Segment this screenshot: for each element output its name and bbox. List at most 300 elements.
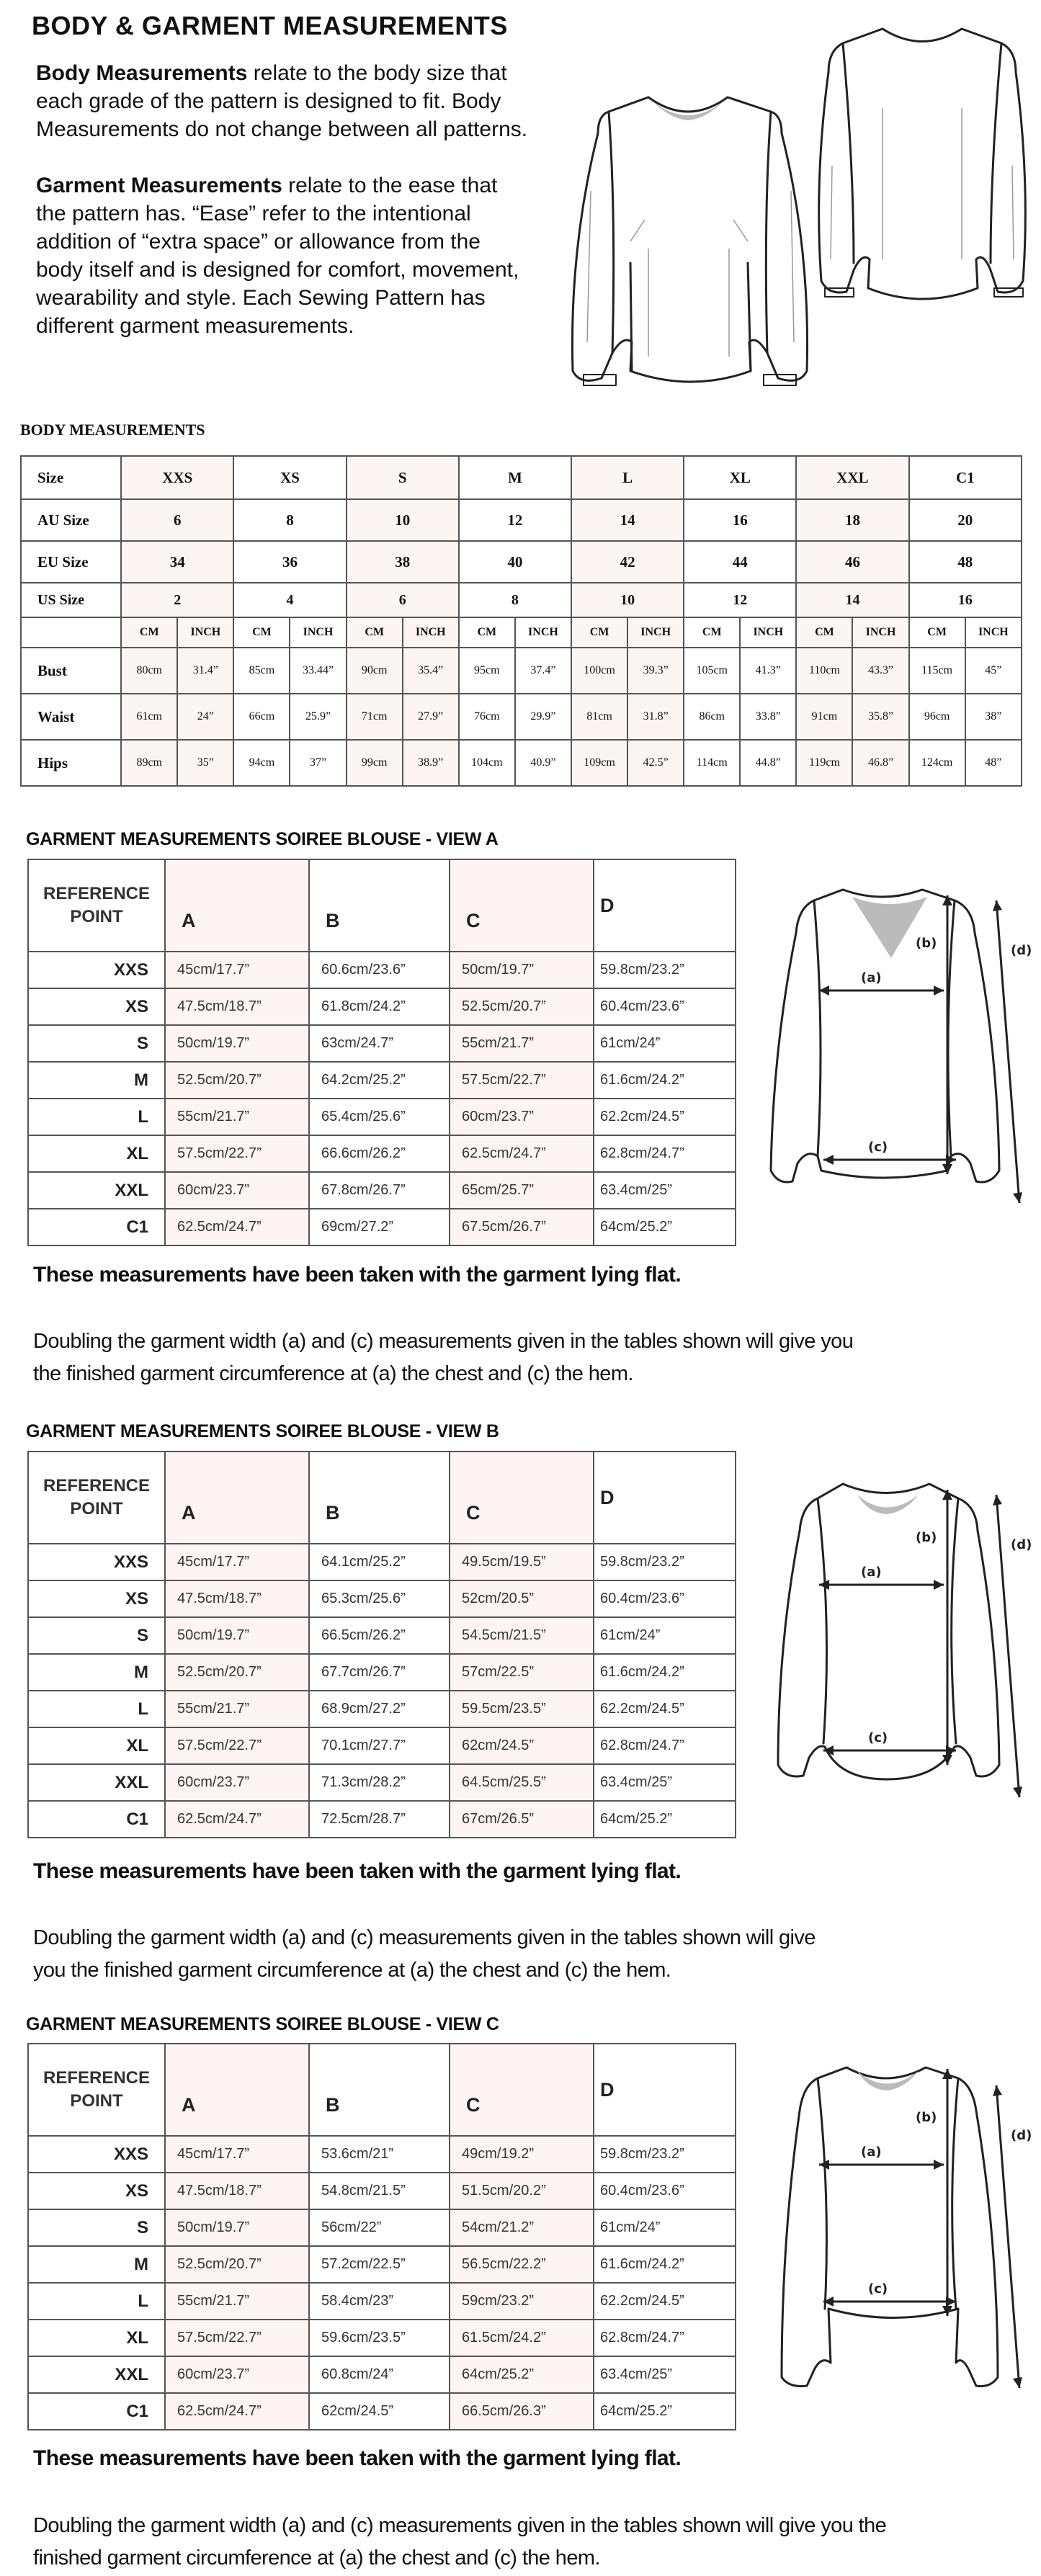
au-size-label: AU Size: [21, 499, 121, 541]
garment-measurements-text: relate to the ease that the pattern has. “Ease” refer to the intentional addition of “extra space” or allowance from the body itself and is designed for comfort, movement, wearability and style. Each Sewing Pattern has different garment measurements.: [36, 174, 519, 338]
garment-size-row: [28, 1062, 736, 1099]
measurement-cell-c: 50cm/19.7”: [450, 952, 594, 988]
size-label: XXS: [28, 1544, 165, 1580]
garment-header-row: [28, 2044, 736, 2136]
measurement-cell-d: 64cm/25.2”: [594, 2393, 736, 2430]
circumference-note-line-2: finished garment circumference at (a) the chest and (c) the hem.: [33, 2546, 600, 2570]
size-label: XL: [28, 1727, 165, 1764]
measurement-cell-b: 72.5cm/28.7”: [309, 1801, 450, 1838]
diagram-label-b: (b): [916, 2110, 937, 2125]
measurement-cell-a: 57.5cm/22.7”: [165, 1727, 309, 1764]
measurement-cell-d: 62.2cm/24.5”: [594, 1099, 736, 1135]
diagram-label-a: (a): [861, 2145, 882, 2160]
diagram-label-a: (a): [861, 970, 882, 985]
measurement-value: 38”: [965, 694, 1022, 740]
unit-inch-header: INCH: [515, 617, 571, 648]
diagram-label-b: (b): [916, 1530, 937, 1545]
body-measurements-term: Body Measurements: [36, 61, 248, 85]
flat-measurement-note: These measurements have been taken with the garment lying flat.: [33, 1263, 682, 1287]
measurement-cell-c: 57.5cm/22.7”: [450, 1062, 594, 1099]
measurement-cell-a: 47.5cm/18.7”: [165, 1580, 309, 1617]
measurement-value: 29.9”: [515, 694, 571, 740]
measurement-cell-b: 64.1cm/25.2”: [309, 1544, 450, 1580]
measurement-value: 33.44”: [290, 648, 346, 694]
measurement-cell-b: 62cm/24.5”: [309, 2393, 450, 2430]
measurement-cell-d: 62.8cm/24.7”: [594, 1727, 736, 1764]
eu-size-cell: 40: [459, 541, 571, 583]
measurement-cell-d: 63.4cm/25”: [594, 2356, 736, 2393]
unit-cm-header: CM: [233, 617, 290, 648]
diagram-label-c: (c): [868, 1730, 888, 1745]
measurement-value: 105cm: [684, 648, 740, 694]
garment-size-row: [28, 2356, 736, 2393]
measurement-cell-b: 67.7cm/26.7”: [309, 1654, 450, 1691]
size-label: XXL: [28, 1764, 165, 1801]
measurement-cell-d: 64cm/25.2”: [594, 1801, 736, 1838]
measurement-value: 86cm: [684, 694, 740, 740]
measurement-cell-d: 59.8cm/23.2”: [594, 952, 736, 988]
garment-size-row: [28, 2136, 736, 2173]
size-cell: XS: [233, 456, 346, 499]
measurement-cell-c: 64cm/25.2”: [450, 2356, 594, 2393]
size-label: XXS: [28, 952, 165, 988]
measurement-cell-b: 69cm/27.2”: [309, 1209, 450, 1245]
measurement-value: 31.8”: [627, 694, 684, 740]
au-size-cell: 10: [347, 499, 459, 541]
us-size-cell: 16: [909, 583, 1022, 617]
size-label: Size: [21, 456, 121, 499]
au-size-cell: 6: [121, 499, 233, 541]
measurement-cell-b: 66.6cm/26.2”: [309, 1135, 450, 1172]
flat-measurement-note: These measurements have been taken with the garment lying flat.: [33, 2446, 682, 2470]
us-size-cell: 6: [347, 583, 459, 617]
measurement-cell-d: 62.8cm/24.7”: [594, 1135, 736, 1172]
garment-header-row: [28, 859, 736, 952]
measurement-cell-b: 65.3cm/25.6”: [309, 1580, 450, 1617]
au-size-cell: 16: [684, 499, 796, 541]
garment-size-row: [28, 2209, 736, 2246]
size-label: C1: [28, 1209, 165, 1245]
measurement-cell-c: 67cm/26.5”: [450, 1801, 594, 1838]
measurement-cell-c: 60cm/23.7”: [450, 1099, 594, 1135]
measurement-cell-d: 62.2cm/24.5”: [594, 1691, 736, 1727]
garment-measurements-term: Garment Measurements: [36, 174, 282, 197]
us-size-cell: 4: [233, 583, 346, 617]
column-header-c: C: [450, 1452, 594, 1544]
garment-view-title: GARMENT MEASUREMENTS SOIREE BLOUSE - VIEW C: [26, 2014, 499, 2034]
measurement-value: 104cm: [459, 740, 515, 786]
measurement-cell-c: 55cm/21.7”: [450, 1025, 594, 1062]
eu-size-cell: 46: [796, 541, 908, 583]
measurement-cell-a: 60cm/23.7”: [165, 1764, 309, 1801]
measurement-value: 35.8”: [852, 694, 908, 740]
size-label: C1: [28, 2393, 165, 2430]
diagram-label-c: (c): [868, 2281, 888, 2297]
eu-size-cell: 36: [233, 541, 346, 583]
au-size-cell: 14: [571, 499, 684, 541]
garment-size-row: [28, 952, 736, 988]
body-measurements-text: relate to the body size that each grade of the pattern is designed to fit. Body Measurements do not change between all patterns.: [36, 61, 528, 141]
measurement-cell-a: 55cm/21.7”: [165, 2283, 309, 2320]
garment-size-row: [28, 1099, 736, 1135]
measurement-cell-c: 59.5cm/23.5”: [450, 1691, 594, 1727]
measurement-value: 81cm: [571, 694, 627, 740]
measurement-cell-d: 60.4cm/23.6”: [594, 988, 736, 1025]
size-cell: C1: [909, 456, 1022, 499]
garment-size-row: [28, 2393, 736, 2430]
measurement-value: 40.9”: [515, 740, 571, 786]
garment-measurements-description: [36, 171, 533, 340]
garment-size-row: [28, 1801, 736, 1838]
garment-size-row: [28, 2246, 736, 2283]
circumference-note-line-2: you the finished garment circumference at (a) the chest and (c) the hem.: [33, 1959, 671, 1982]
measurement-cell-d: 59.8cm/23.2”: [594, 1544, 736, 1580]
eu-size-cell: 34: [121, 541, 233, 583]
intro-text: [36, 59, 533, 368]
column-header-a: A: [165, 859, 309, 952]
measurement-cell-d: 62.8cm/24.7”: [594, 2320, 736, 2356]
measurement-cell-a: 45cm/17.7”: [165, 952, 309, 988]
unit-cm-header: CM: [571, 617, 627, 648]
column-header-d: D: [594, 1452, 736, 1544]
measurement-cell-a: 52.5cm/20.7”: [165, 2246, 309, 2283]
measurement-cell-c: 52.5cm/20.7”: [450, 988, 594, 1025]
column-header-b: B: [309, 859, 450, 952]
measurement-cell-c: 67.5cm/26.7”: [450, 1209, 594, 1245]
au-size-cell: 18: [796, 499, 908, 541]
measurement-value: 71cm: [347, 694, 403, 740]
measurement-value: 31.4”: [177, 648, 233, 694]
measurement-cell-b: 63cm/24.7”: [309, 1025, 450, 1062]
size-label: M: [28, 1654, 165, 1691]
column-header-b: B: [309, 1452, 450, 1544]
us-size-cell: 10: [571, 583, 684, 617]
measurement-value: 95cm: [459, 648, 515, 694]
measurement-cell-b: 56cm/22”: [309, 2209, 450, 2246]
measurement-value: 46.8”: [852, 740, 908, 786]
size-label: XXS: [28, 2136, 165, 2173]
measurement-cell-a: 57.5cm/22.7”: [165, 2320, 309, 2356]
garment-header-row: [28, 1452, 736, 1544]
column-header-a: A: [165, 2044, 309, 2136]
au-size-cell: 8: [233, 499, 346, 541]
measurement-cell-d: 60.4cm/23.6”: [594, 1580, 736, 1617]
measurement-value: 91cm: [796, 694, 852, 740]
measurement-row: [21, 694, 1022, 740]
measurement-value: 35.4”: [403, 648, 459, 694]
circumference-note-line-1: Doubling the garment width (a) and (c) measurements given in the tables shown will give you: [33, 1330, 854, 1353]
garment-size-row: [28, 1544, 736, 1580]
eu-size-row: [21, 541, 1022, 583]
measurement-value: 80cm: [121, 648, 177, 694]
column-header-b: B: [309, 2044, 450, 2136]
measurement-value: 37.4”: [515, 648, 571, 694]
garment-measurements-table: [27, 859, 736, 1246]
column-header-a: A: [165, 1452, 309, 1544]
measurement-label: Bust: [21, 648, 121, 694]
measurement-cell-a: 50cm/19.7”: [165, 1617, 309, 1654]
measurement-value: 37”: [290, 740, 346, 786]
measurement-cell-b: 61.8cm/24.2”: [309, 988, 450, 1025]
measurement-cell-c: 52cm/20.5”: [450, 1580, 594, 1617]
measurement-value: 100cm: [571, 648, 627, 694]
unit-cm-header: CM: [121, 617, 177, 648]
measurement-value: 89cm: [121, 740, 177, 786]
measurement-cell-b: 65.4cm/25.6”: [309, 1099, 450, 1135]
size-cell: XL: [684, 456, 796, 499]
measurement-value: 61cm: [121, 694, 177, 740]
measurement-value: 25.9”: [290, 694, 346, 740]
reference-point-header: REFERENCE POINT: [28, 859, 165, 952]
measurement-cell-a: 55cm/21.7”: [165, 1099, 309, 1135]
diagram-label-b: (b): [916, 936, 937, 951]
blouse-back-sketch-icon: [810, 22, 1034, 324]
measurement-cell-b: 70.1cm/27.7”: [309, 1727, 450, 1764]
measurement-row: [21, 740, 1022, 786]
reference-point-header: REFERENCE POINT: [28, 1452, 165, 1544]
unit-inch-header: INCH: [290, 617, 346, 648]
size-cell: M: [459, 456, 571, 499]
garment-size-row: [28, 1209, 736, 1245]
unit-inch-header: INCH: [740, 617, 796, 648]
measurement-value: 35”: [177, 740, 233, 786]
circumference-note: [33, 1922, 1035, 1987]
measurement-cell-a: 60cm/23.7”: [165, 1172, 309, 1209]
garment-size-row: [28, 1691, 736, 1727]
size-label: S: [28, 1617, 165, 1654]
us-size-cell: 12: [684, 583, 796, 617]
garment-view-title: GARMENT MEASUREMENTS SOIREE BLOUSE - VIEW A: [26, 829, 499, 849]
us-size-cell: 8: [459, 583, 571, 617]
size-label: XS: [28, 2173, 165, 2209]
garment-size-row: [28, 1025, 736, 1062]
measurement-cell-b: 66.5cm/26.2”: [309, 1617, 450, 1654]
measurement-cell-b: 68.9cm/27.2”: [309, 1691, 450, 1727]
column-header-d: D: [594, 859, 736, 952]
size-label: S: [28, 1025, 165, 1062]
garment-size-row: [28, 1580, 736, 1617]
measurement-cell-a: 47.5cm/18.7”: [165, 988, 309, 1025]
garment-size-row: [28, 1617, 736, 1654]
diagram-label-d: (d): [1011, 1537, 1032, 1552]
unit-inch-header: INCH: [177, 617, 233, 648]
measurement-value: 43.3”: [852, 648, 908, 694]
size-label: C1: [28, 1801, 165, 1838]
unit-row: [21, 617, 1022, 648]
au-size-cell: 20: [909, 499, 1022, 541]
us-size-row: [21, 583, 1022, 617]
us-size-cell: 14: [796, 583, 908, 617]
page-title: BODY & GARMENT MEASUREMENTS: [32, 11, 508, 40]
measurement-cell-b: 64.2cm/25.2”: [309, 1062, 450, 1099]
measurement-cell-a: 52.5cm/20.7”: [165, 1062, 309, 1099]
measurement-cell-c: 54cm/21.2”: [450, 2209, 594, 2246]
measurement-value: 44.8”: [740, 740, 796, 786]
flat-measurement-note: These measurements have been taken with the garment lying flat.: [33, 1859, 682, 1883]
size-label: L: [28, 1691, 165, 1727]
size-label: M: [28, 1062, 165, 1099]
measurement-value: 85cm: [233, 648, 290, 694]
measurement-value: 42.5”: [627, 740, 684, 786]
eu-size-label: EU Size: [21, 541, 121, 583]
measurement-value: 33.8”: [740, 694, 796, 740]
measurement-diagram-icon: [767, 868, 1037, 1214]
diagram-label-c: (c): [868, 1140, 888, 1155]
unit-cm-header: CM: [796, 617, 852, 648]
unit-cm-header: CM: [347, 617, 403, 648]
measurement-cell-d: 64cm/25.2”: [594, 1209, 736, 1245]
garment-size-row: [28, 1135, 736, 1172]
size-row: [21, 456, 1022, 499]
circumference-note-line-1: Doubling the garment width (a) and (c) measurements given in the tables shown will give: [33, 1926, 816, 1949]
column-header-c: C: [450, 859, 594, 952]
size-label: XS: [28, 988, 165, 1025]
size-label: L: [28, 1099, 165, 1135]
measurement-value: 114cm: [684, 740, 740, 786]
measurement-cell-b: 71.3cm/28.2”: [309, 1764, 450, 1801]
measurement-cell-a: 47.5cm/18.7”: [165, 2173, 309, 2209]
garment-measurements-table: [27, 1451, 736, 1838]
measurement-value: 96cm: [909, 694, 965, 740]
measurement-cell-c: 51.5cm/20.2”: [450, 2173, 594, 2209]
garment-size-row: [28, 2283, 736, 2320]
size-label: S: [28, 2209, 165, 2246]
measurement-cell-b: 54.8cm/21.5”: [309, 2173, 450, 2209]
measurement-cell-d: 62.2cm/24.5”: [594, 2283, 736, 2320]
measurement-diagram-icon: [767, 1462, 1037, 1808]
measurement-cell-a: 50cm/19.7”: [165, 2209, 309, 2246]
measurement-cell-b: 60.8cm/24”: [309, 2356, 450, 2393]
circumference-note: [33, 2510, 1035, 2575]
measurement-cell-b: 58.4cm/23”: [309, 2283, 450, 2320]
size-cell: XXS: [121, 456, 233, 499]
diagram-label-d: (d): [1011, 2128, 1032, 2143]
unit-inch-header: INCH: [403, 617, 459, 648]
measurement-value: 90cm: [347, 648, 403, 694]
eu-size-cell: 48: [909, 541, 1022, 583]
measurement-cell-d: 59.8cm/23.2”: [594, 2136, 736, 2173]
measurement-cell-d: 61.6cm/24.2”: [594, 1062, 736, 1099]
measurement-cell-b: 53.6cm/21”: [309, 2136, 450, 2173]
au-size-row: [21, 499, 1022, 541]
measurement-cell-a: 62.5cm/24.7”: [165, 1209, 309, 1245]
garment-size-row: [28, 2320, 736, 2356]
measurement-cell-c: 56.5cm/22.2”: [450, 2246, 594, 2283]
measurement-value: 66cm: [233, 694, 290, 740]
measurement-value: 109cm: [571, 740, 627, 786]
measurement-cell-a: 45cm/17.7”: [165, 1544, 309, 1580]
reference-point-header: REFERENCE POINT: [28, 2044, 165, 2136]
body-measurements-table: [20, 455, 1022, 787]
measurement-cell-d: 60.4cm/23.6”: [594, 2173, 736, 2209]
measurement-label: Waist: [21, 694, 121, 740]
measurement-cell-c: 62cm/24.5”: [450, 1727, 594, 1764]
size-label: L: [28, 2283, 165, 2320]
column-header-c: C: [450, 2044, 594, 2136]
unit-row-blank: [21, 617, 121, 648]
measurement-cell-a: 57.5cm/22.7”: [165, 1135, 309, 1172]
measurement-cell-c: 49.5cm/19.5”: [450, 1544, 594, 1580]
measurement-value: 110cm: [796, 648, 852, 694]
measurement-cell-c: 54.5cm/21.5”: [450, 1617, 594, 1654]
measurement-label: Hips: [21, 740, 121, 786]
garment-size-row: [28, 988, 736, 1025]
measurement-cell-b: 60.6cm/23.6”: [309, 952, 450, 988]
measurement-value: 45”: [965, 648, 1022, 694]
body-measurements-description: [36, 59, 533, 143]
measurement-cell-d: 61cm/24”: [594, 2209, 736, 2246]
size-label: XXL: [28, 1172, 165, 1209]
measurement-value: 115cm: [909, 648, 965, 694]
diagram-label-d: (d): [1011, 943, 1032, 958]
circumference-note: [33, 1325, 1035, 1390]
au-size-cell: 12: [459, 499, 571, 541]
measurement-cell-a: 50cm/19.7”: [165, 1025, 309, 1062]
measurement-cell-d: 63.4cm/25”: [594, 1172, 736, 1209]
measurement-cell-d: 61cm/24”: [594, 1025, 736, 1062]
size-label: XXL: [28, 2356, 165, 2393]
unit-cm-header: CM: [459, 617, 515, 648]
measurement-value: 24”: [177, 694, 233, 740]
garment-size-row: [28, 2173, 736, 2209]
measurement-row: [21, 648, 1022, 694]
measurement-cell-d: 63.4cm/25”: [594, 1764, 736, 1801]
measurement-cell-b: 59.6cm/23.5”: [309, 2320, 450, 2356]
unit-cm-header: CM: [684, 617, 740, 648]
body-measurements-title: BODY MEASUREMENTS: [20, 421, 205, 439]
measurement-cell-a: 45cm/17.7”: [165, 2136, 309, 2173]
measurement-cell-a: 60cm/23.7”: [165, 2356, 309, 2393]
unit-inch-header: INCH: [965, 617, 1022, 648]
blouse-front-sketch-icon: [562, 68, 814, 400]
measurement-cell-a: 55cm/21.7”: [165, 1691, 309, 1727]
circumference-note-line-1: Doubling the garment width (a) and (c) measurements given in the tables shown will give you the: [33, 2514, 887, 2537]
garment-size-row: [28, 1764, 736, 1801]
size-label: XS: [28, 1580, 165, 1617]
garment-size-row: [28, 1654, 736, 1691]
measurement-cell-c: 66.5cm/26.3”: [450, 2393, 594, 2430]
eu-size-cell: 38: [347, 541, 459, 583]
measurement-cell-c: 62.5cm/24.7”: [450, 1135, 594, 1172]
eu-size-cell: 44: [684, 541, 796, 583]
measurement-cell-a: 52.5cm/20.7”: [165, 1654, 309, 1691]
eu-size-cell: 42: [571, 541, 684, 583]
measurement-value: 39.3”: [627, 648, 684, 694]
circumference-note-line-2: the finished garment circumference at (a) the chest and (c) the hem.: [33, 1362, 633, 1385]
us-size-label: US Size: [21, 583, 121, 617]
measurement-cell-d: 61.6cm/24.2”: [594, 2246, 736, 2283]
unit-cm-header: CM: [909, 617, 965, 648]
garment-measurements-table: [27, 2043, 736, 2430]
measurement-value: 94cm: [233, 740, 290, 786]
measurement-cell-c: 61.5cm/24.2”: [450, 2320, 594, 2356]
diagram-label-a: (a): [861, 1565, 882, 1580]
measurement-value: 119cm: [796, 740, 852, 786]
measurement-cell-d: 61cm/24”: [594, 1617, 736, 1654]
measurement-cell-c: 64.5cm/25.5”: [450, 1764, 594, 1801]
garment-view-title: GARMENT MEASUREMENTS SOIREE BLOUSE - VIEW B: [26, 1421, 499, 1441]
us-size-cell: 2: [121, 583, 233, 617]
unit-inch-header: INCH: [852, 617, 908, 648]
measurement-cell-b: 67.8cm/26.7”: [309, 1172, 450, 1209]
measurement-value: 38.9”: [403, 740, 459, 786]
size-label: XL: [28, 2320, 165, 2356]
measurement-diagram-icon: [767, 2053, 1037, 2399]
size-cell: L: [571, 456, 684, 499]
measurement-value: 124cm: [909, 740, 965, 786]
measurement-cell-c: 65cm/25.7”: [450, 1172, 594, 1209]
measurement-cell-a: 62.5cm/24.7”: [165, 2393, 309, 2430]
